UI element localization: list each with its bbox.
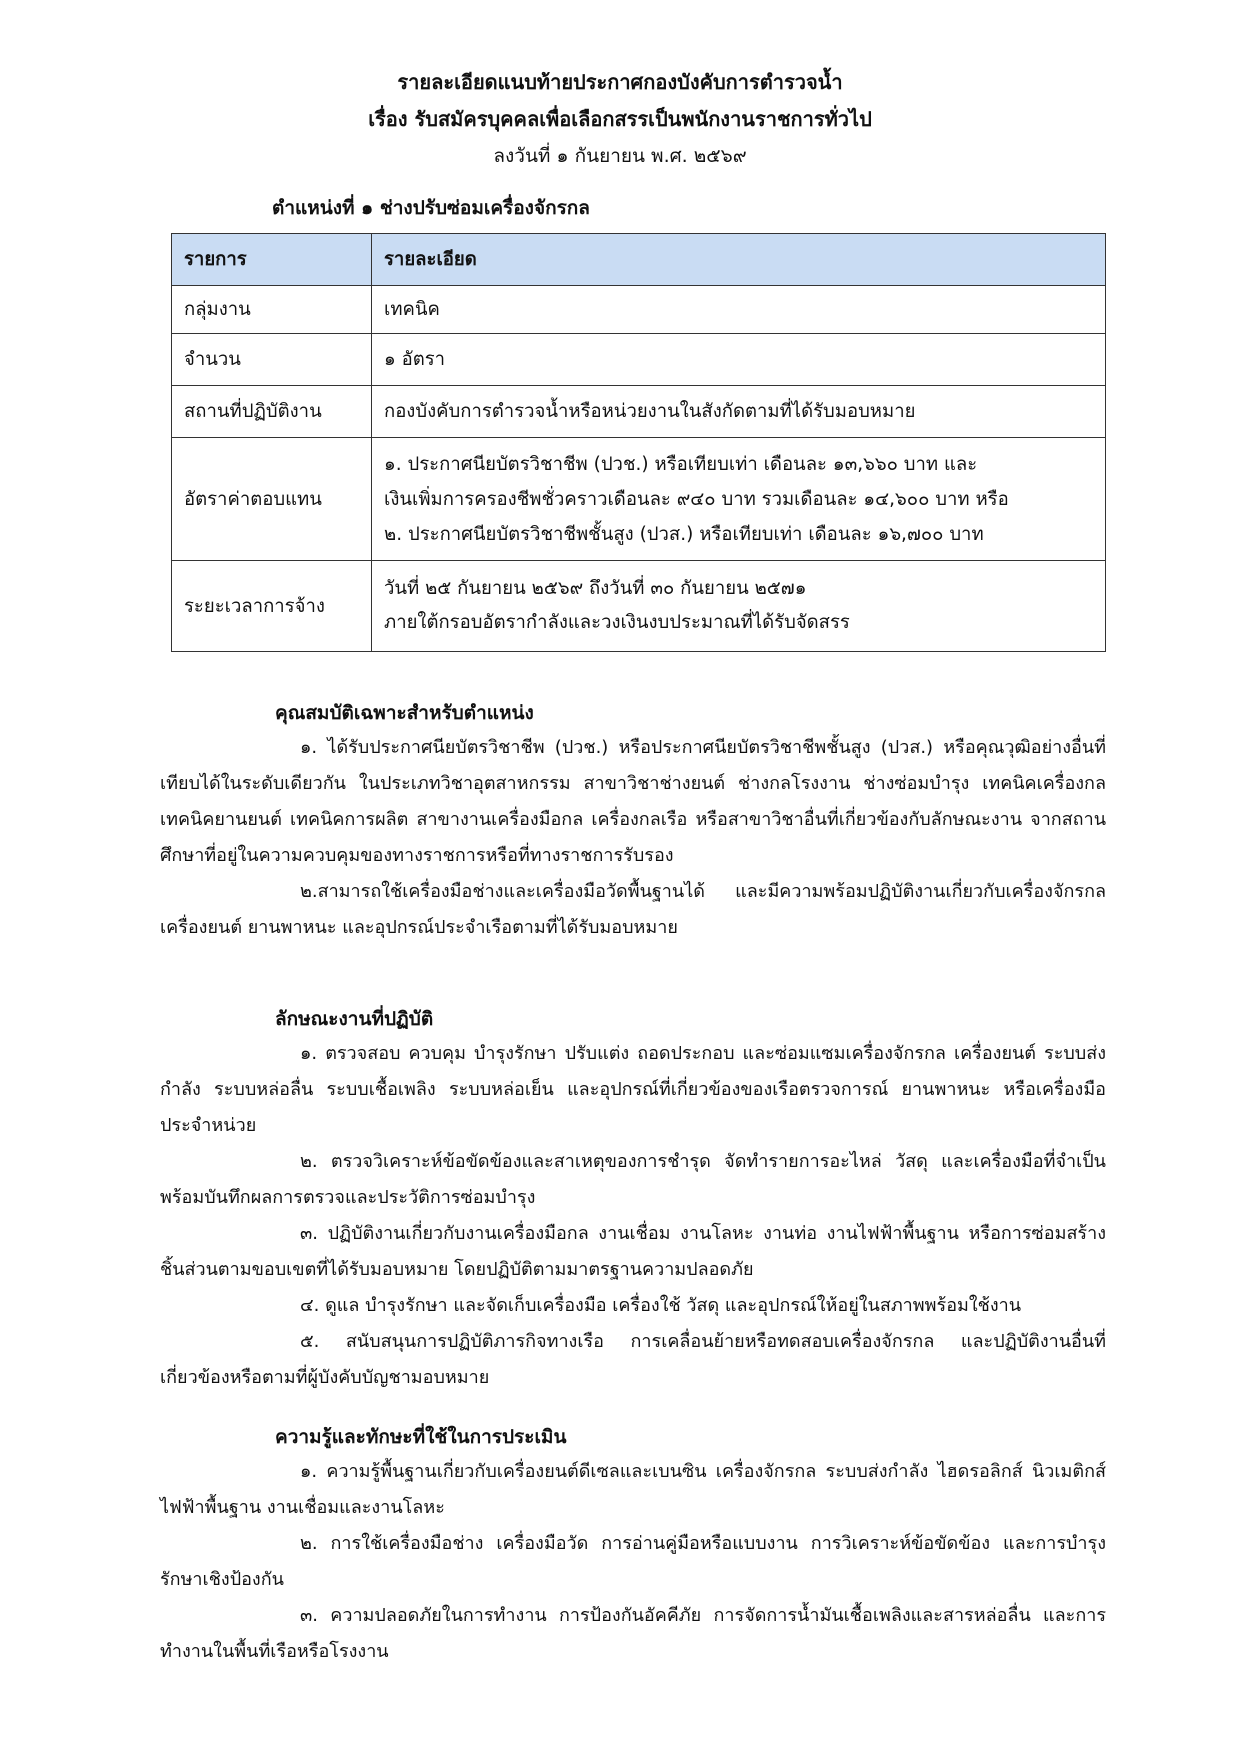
detail-line: วันที่ ๒๕ กันยายน ๒๕๖๙ ถึงวันที่ ๓๐ กันยายน ๒๕๗๑ [384,578,807,599]
table-row [172,438,1106,561]
skills-body [160,1454,1106,1670]
detail-line: เทคนิค [384,299,440,320]
row-label: สถานที่ปฏิบัติงาน [172,386,372,438]
table-row [172,334,1106,386]
duty-item: ๒. ตรวจวิเคราะห์ข้อขัดข้องและสาเหตุของการชำรุด จัดทำรายการอะไหล่ วัสดุ และเครื่องมือที่จำเป็น พร้อมบันทึกผลการตรวจและประวัติการซ่อมบำรุง [160,1151,1106,1208]
detail-line: ๑. ประกาศนียบัตรวิชาชีพ (ปวช.) หรือเทียบเท่า เดือนละ ๑๓,๖๖๐ บาท และ [384,453,978,475]
detail-line: ภายใต้กรอบอัตรากำลังและวงเงินงบประมาณที่ได้รับจัดสรร [384,612,850,633]
qualifications-body [160,730,1106,946]
row-label: จำนวน [172,334,372,386]
table-header-row [172,234,1106,286]
row-detail [372,386,1106,438]
skill-item: ๓. ความปลอดภัยในการทำงาน การป้องกันอัคคีภัย การจัดการน้ำมันเชื้อเพลิงและสารหล่อลื่น และการทำงานในพื้นที่เรือหรือโรงงาน [160,1605,1106,1662]
row-label: ระยะเวลาการจ้าง [172,561,372,652]
header-subject: เรื่อง รับสมัครบุคคลเพื่อเลือกสรรเป็นพนักงานราชการทั่วไป [368,107,872,131]
qualifications-heading: คุณสมบัติเฉพาะสำหรับตำแหน่ง [275,702,534,724]
table-row [172,561,1106,652]
table-header-item: รายการ [172,234,372,286]
header-date: ลงวันที่ ๑ กันยายน พ.ศ. ๒๕๖๙ [493,145,747,167]
qualification-item: ๑. ได้รับประกาศนียบัตรวิชาชีพ (ปวช.) หรือประกาศนียบัตรวิชาชีพชั้นสูง (ปวส.) หรือคุณวุฒิอย่างอื่นที่เทียบได้ในระดับเดียวกัน ในประเภทวิชาอุตสาหกรรม สาขาวิชาช่างยนต์ ช่างกลโรงงาน ช่างซ่อมบำรุง เทคนิคเครื่องกล เทคนิคยานยนต์ เทคนิคการผลิต สาขางานเครื่องมือกล เครื่องกลเรือ หรือสาขาวิชาอื่นที่เกี่ยวข้องกับลักษณะงาน จากสถานศึกษาที่อยู่ในความควบคุมของทางราชการหรือที่ทางราชการรับรอง [160,737,1106,866]
position-details-table [171,233,1106,652]
skill-item: ๒. การใช้เครื่องมือช่าง เครื่องมือวัด การอ่านคู่มือหรือแบบงาน การวิเคราะห์ข้อขัดข้อง และการบำรุงรักษาเชิงป้องกัน [160,1533,1106,1590]
duty-item: ๓. ปฏิบัติงานเกี่ยวกับงานเครื่องมือกล งานเชื่อม งานโลหะ งานท่อ งานไฟฟ้าพื้นฐาน หรือการซ่อมสร้างชิ้นส่วนตามขอบเขตที่ได้รับมอบหมาย โดยปฏิบัติตามมาตรฐานความปลอดภัย [160,1223,1106,1280]
row-detail [372,334,1106,386]
table-row [172,386,1106,438]
duty-item: ๕. สนับสนุนการปฏิบัติภารกิจทางเรือ การเคลื่อนย้ายหรือทดสอบเครื่องจักรกล และปฏิบัติงานอื่นที่เกี่ยวข้องหรือตามที่ผู้บังคับบัญชามอบหมาย [160,1331,1106,1388]
qualification-item: ๒.สามารถใช้เครื่องมือช่างและเครื่องมือวัดพื้นฐานได้ และมีความพร้อมปฏิบัติงานเกี่ยวกับเครื่องจักรกล เครื่องยนต์ ยานพาหนะ และอุปกรณ์ประจำเรือตามที่ได้รับมอบหมาย [160,881,1106,938]
skills-heading: ความรู้และทักษะที่ใช้ในการประเมิน [275,1426,567,1448]
table-row [172,286,1106,334]
detail-line: กองบังคับการตำรวจน้ำหรือหน่วยงานในสังกัดตามที่ได้รับมอบหมาย [384,401,916,422]
position-title: ตำแหน่งที่ ๑ ช่างปรับซ่อมเครื่องจักรกล [272,197,590,219]
detail-line: ๑ อัตรา [384,349,446,370]
row-detail [372,438,1106,561]
row-detail [372,561,1106,652]
duties-heading: ลักษณะงานที่ปฏิบัติ [275,1008,434,1030]
duty-item: ๔. ดูแล บำรุงรักษา และจัดเก็บเครื่องมือ เครื่องใช้ วัสดุ และอุปกรณ์ให้อยู่ในสภาพพร้อมใช้งาน [300,1295,1022,1316]
row-label: อัตราค่าตอบแทน [172,438,372,561]
detail-line: ๒. ประกาศนียบัตรวิชาชีพชั้นสูง (ปวส.) หรือเทียบเท่า เดือนละ ๑๖,๗๐๐ บาท [384,523,984,545]
detail-line: เงินเพิ่มการครองชีพชั่วคราวเดือนละ ๙๔๐ บาท รวมเดือนละ ๑๔,๖๐๐ บาท หรือ [384,488,1009,510]
duties-body [160,1036,1106,1396]
row-label: กลุ่มงาน [172,286,372,334]
table-header-detail: รายละเอียด [372,234,1106,286]
row-detail [372,286,1106,334]
header-title: รายละเอียดแนบท้ายประกาศกองบังคับการตำรวจน้ำ [397,70,843,94]
duty-item: ๑. ตรวจสอบ ควบคุม บำรุงรักษา ปรับแต่ง ถอดประกอบ และซ่อมแซมเครื่องจักรกล เครื่องยนต์ ระบบส่งกำลัง ระบบหล่อลื่น ระบบเชื้อเพลิง ระบบหล่อเย็น และอุปกรณ์ที่เกี่ยวข้องของเรือตรวจการณ์ ยานพาหนะ หรือเครื่องมือประจำหน่วย [160,1043,1106,1136]
skill-item: ๑. ความรู้พื้นฐานเกี่ยวกับเครื่องยนต์ดีเซลและเบนซิน เครื่องจักรกล ระบบส่งกำลัง ไฮดรอลิกส์ นิวเมติกส์ ไฟฟ้าพื้นฐาน งานเชื่อมและงานโลหะ [160,1461,1106,1518]
